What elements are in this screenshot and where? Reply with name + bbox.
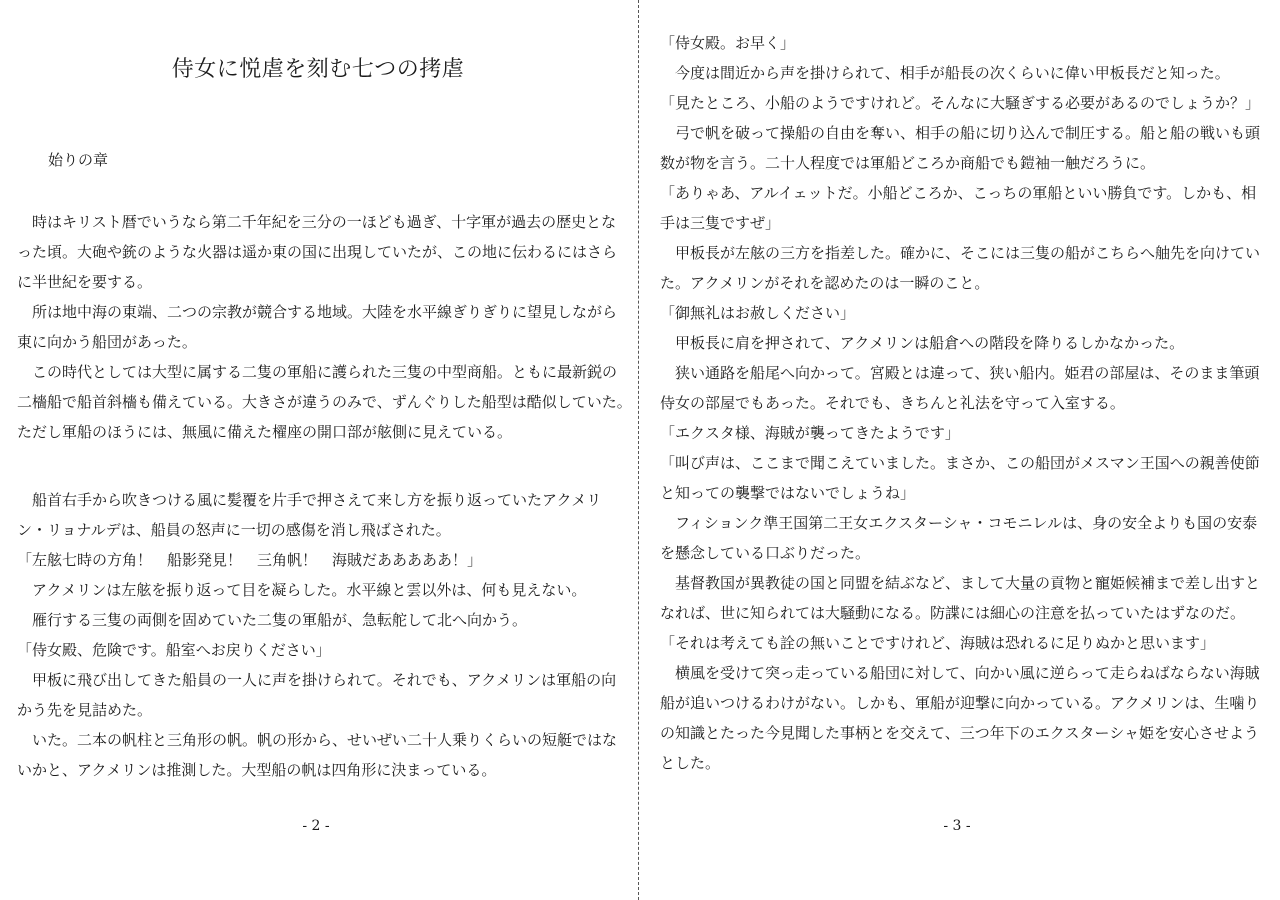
page-divider: [638, 0, 639, 900]
text-line: 二檣船で船首斜檣も備えている。大きさが違うのみで、ずんぐりした船型は酷似していた。: [17, 393, 632, 411]
page-number: - 3 -: [943, 818, 971, 834]
text-line: を懸念している口ぶりだった。: [660, 544, 871, 562]
text-line: いかと、アクメリンは推測した。大型船の帆は四角形に決まっている。: [17, 761, 497, 779]
text-line: 「侍女殿、危険です。船室へお戻りください」: [17, 641, 331, 659]
text-line: 甲板に飛び出してきた船員の一人に声を掛けられて。それでも、アクメリンは軍船の向: [17, 671, 617, 689]
text-line: 雁行する三隻の両側を固めていた二隻の軍船が、急転舵して北へ向かう。: [17, 611, 528, 629]
text-line: た。アクメリンがそれを認めたのは一瞬のこと。: [660, 274, 990, 292]
text-line: 「叫び声は、ここまで聞こえていました。まさか、この船団がメスマン王国への親善使節: [660, 454, 1260, 472]
text-line: 「エクスタ様、海賊が襲ってきたようです」: [660, 424, 960, 442]
text-line: に半世紀を要する。: [17, 273, 153, 291]
text-line: 「それは考えても詮の無いことですけれど、海賊は恐れるに足りぬかと思います」: [660, 634, 1216, 652]
text-line: の知識とたった今見聞した事柄とを交えて、三つ年下のエクスターシャ姫を安心させよう: [660, 724, 1259, 742]
right-page: [642, 0, 1280, 900]
text-line: かう先を見詰めた。: [17, 701, 153, 719]
text-line: なれば、世に知られては大騒動になる。防諜には細心の注意を払っていたはずなのだ。: [660, 604, 1246, 622]
body-text-block-2: [17, 485, 617, 785]
body-text-block-1: [17, 207, 632, 447]
text-line: 所は地中海の東端、二つの宗教が競合する地域。大陸を水平線ぎりぎりに望見しながら: [17, 303, 618, 321]
text-line: 基督教国が異教徒の国と同盟を結ぶなど、まして大量の貢物と寵姫候補まで差し出すと: [660, 574, 1261, 592]
text-line: ン・リョナルデは、船員の怒声に一切の感傷を消し飛ばされた。: [17, 521, 451, 539]
text-line: 数が物を言う。二十人程度では軍船どころか商船でも鎧袖一触だろうに。: [660, 154, 1156, 172]
text-line: 甲板長が左舷の三方を指差した。確かに、そこには三隻の船がこちらへ舳先を向けてい: [660, 244, 1261, 262]
text-line: とした。: [660, 754, 721, 772]
text-line: 今度は間近から声を掛けられて、相手が船長の次くらいに偉い甲板長だと知った。: [660, 64, 1230, 82]
text-line: 時はキリスト暦でいうなら第二千年紀を三分の一ほども過ぎ、十字軍が過去の歴史とな: [17, 213, 617, 231]
text-line: アクメリンは左舷を振り返って目を凝らした。水平線と雲以外は、何も見えない。: [17, 581, 587, 599]
text-line: 横風を受けて突っ走っている船団に対して、向かい風に逆らって走らねばならない海賊: [660, 664, 1260, 682]
text-line: 甲板長に肩を押されて、アクメリンは船倉への階段を降りるしかなかった。: [660, 334, 1185, 352]
text-line: 船が追いつけるわけがない。しかも、軍船が迎撃に向かっている。アクメリンは、生噛り: [660, 694, 1260, 712]
left-page: [0, 0, 636, 900]
text-line: 「見たところ、小船のようですけれど。そんなに大騒ぎする必要があるのでしょうか？」: [660, 94, 1261, 112]
text-line: フィションク準王国第二王女エクスターシャ・コモニレルは、身の安全よりも国の安泰: [660, 514, 1258, 532]
page-number: - 2 -: [302, 818, 330, 834]
book-title: 侍女に悦虐を刻む七つの拷虐: [171, 57, 465, 82]
text-line: 「左舷七時の方角！ 船影発見！ 三角帆！ 海賊だあああああ！」: [17, 551, 483, 569]
text-line: 「侍女殿。お早く」: [660, 34, 796, 52]
body-text-block: [660, 28, 1260, 778]
text-line: 「ありゃあ、アルイェットだ。小船どころか、こっちの軍船といい勝負です。しかも、相: [660, 184, 1257, 202]
chapter-title: 始りの章: [48, 151, 109, 169]
text-line: 船首右手から吹きつける風に髪覆を片手で押さえて来し方を振り返っていたアクメリ: [17, 491, 602, 509]
text-line: この時代としては大型に属する二隻の軍船に護られた三隻の中型商船。ともに最新鋭の: [17, 363, 618, 381]
text-line: ただし軍船のほうには、無風に備えた櫂座の開口部が舷側に見えている。: [17, 423, 513, 441]
text-line: 「御無礼はお赦しください」: [660, 304, 856, 322]
text-line: 弓で帆を破って操船の自由を奪い、相手の船に切り込んで制圧する。船と船の戦いも頭: [660, 124, 1261, 142]
text-line: と知っての襲撃ではないでしょうね」: [660, 484, 916, 502]
text-line: いた。二本の帆柱と三角形の帆。帆の形から、せいぜい二十人乗りくらいの短艇ではな: [17, 731, 618, 749]
text-line: 手は三隻ですぜ」: [660, 214, 781, 232]
text-line: 東に向かう船団があった。: [17, 333, 197, 351]
text-line: った頃。大砲や銃のような火器は遥か東の国に出現していたが、この地に伝わるにはさら: [17, 243, 618, 261]
text-line: 狭い通路を船尾へ向かって。宮殿とは違って、狭い船内。姫君の部屋は、そのまま筆頭: [660, 364, 1260, 382]
text-line: 侍女の部屋でもあった。それでも、きちんと礼法を守って入室する。: [660, 394, 1125, 412]
